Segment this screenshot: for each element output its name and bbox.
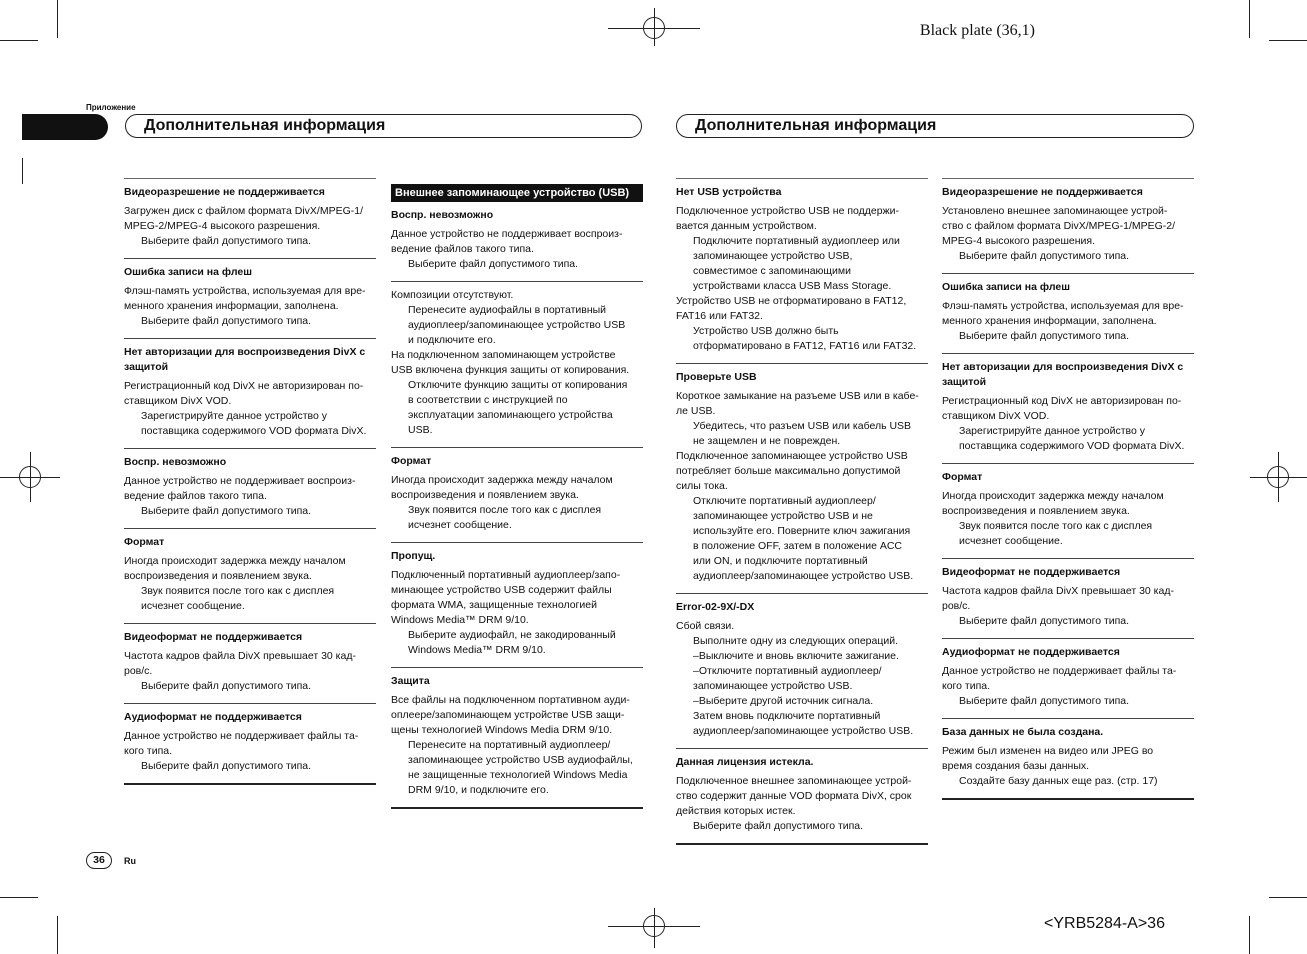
- entry-text: ство содержит данные VOD формата DivX, срок: [676, 790, 912, 802]
- entry: [942, 639, 1194, 719]
- usb-section-header: Внешнее запоминающее устройство (USB): [391, 184, 643, 202]
- registration-mark: [654, 8, 655, 46]
- page-title-right: Дополнительная информация: [676, 114, 1194, 138]
- entry: [676, 749, 928, 845]
- entry-text: Все файлы на подключенном портативном ауди-: [391, 694, 630, 706]
- column-1: [124, 178, 376, 785]
- entry-title: Воспр. невозможно: [391, 209, 494, 221]
- entry-action: не защемлен и не поврежден.: [693, 435, 841, 447]
- entry-text: воспроизведения и появлением звука.: [124, 570, 312, 582]
- crop-mark: [1269, 897, 1307, 898]
- entry-action: Выберите файл допустимого типа.: [693, 820, 864, 832]
- entry: [942, 354, 1194, 464]
- entry-text: MPEG-2/MPEG-4 высокого разрешения.: [124, 220, 321, 232]
- entry-text: Флэш-память устройства, используемая для вре-: [942, 300, 1184, 312]
- entry-text: Иногда происходит задержка между началом: [942, 490, 1164, 502]
- entry-text: менного хранения информации, заполнена.: [942, 315, 1157, 327]
- registration-mark: [608, 28, 700, 29]
- entry-title: Формат: [391, 455, 432, 467]
- entry-text: менного хранения информации, заполнена.: [124, 300, 339, 312]
- entry-action: запоминающее устройство USB.: [693, 680, 853, 692]
- entry-action: запоминающее устройство USB аудиофайлы,: [408, 754, 633, 766]
- entry-title: Формат: [942, 471, 983, 483]
- entry-action: Выберите файл допустимого типа.: [141, 235, 312, 247]
- entry-title: Данная лицензия истекла.: [676, 756, 814, 768]
- entry-action: устройствами класса USB Mass Storage.: [693, 280, 892, 292]
- entry-text: воспроизведения и появлением звука.: [391, 489, 579, 501]
- entry-action: Выберите файл допустимого типа.: [141, 760, 312, 772]
- entry-text: Иногда происходит задержка между началом: [124, 555, 346, 567]
- entry-action: Зарегистрируйте данное устройство у: [141, 410, 328, 422]
- entry-title: Воспр. невозможно: [124, 456, 227, 468]
- entry: [124, 259, 376, 339]
- entry-action: Звук появится после того как с дисплея: [141, 585, 335, 597]
- entry: [942, 559, 1194, 639]
- registration-mark: [1250, 477, 1307, 478]
- entry: [676, 594, 928, 749]
- entry-action: Перенесите аудиофайлы в портативный: [408, 304, 607, 316]
- entry-text: На подключенном запоминающем устройстве: [391, 349, 616, 361]
- entry-title: Нет USB устройства: [676, 186, 782, 198]
- entry-action: Выберите файл допустимого типа.: [141, 505, 312, 517]
- entry: [124, 704, 376, 785]
- entry-title: Защита: [391, 675, 430, 687]
- page-title-left: Дополнительная информация: [125, 114, 642, 138]
- entry-action: используйте его. Поверните ключ зажигания: [693, 525, 911, 537]
- entry-text: Загружен диск с файлом формата DivX/MPEG-1/: [124, 205, 364, 217]
- section-label: Приложение: [86, 103, 136, 112]
- entry-action: запоминающее устройство USB,: [693, 250, 853, 262]
- entry: [124, 449, 376, 529]
- entry-action: Выберите файл допустимого типа.: [141, 315, 312, 327]
- entry-title: Видеоформат не поддерживается: [942, 566, 1121, 578]
- entry-action: исчезнет сообщение.: [408, 519, 512, 531]
- entry-action: аудиоплеер/запоминающее устройство USB.: [693, 570, 914, 582]
- registration-mark: [608, 926, 700, 927]
- entry: [391, 668, 643, 809]
- entry-action: и подключите его.: [408, 334, 496, 346]
- entry-action: Выберите файл допустимого типа.: [408, 258, 579, 270]
- column-3: [676, 178, 928, 845]
- entry-action: исчезнет сообщение.: [141, 600, 245, 612]
- entry-action: аудиоплеер/запоминающее устройство USB.: [693, 725, 914, 737]
- entry-action: не защищенные технологией Windows Media: [408, 769, 628, 781]
- entry-action: Выберите аудиофайл, не закодированный: [408, 629, 616, 641]
- entry-action: Отключите портативный аудиоплеер/: [693, 495, 876, 507]
- crop-mark: [1249, 916, 1250, 954]
- entry-action: Выберите файл допустимого типа.: [959, 250, 1130, 262]
- entry-text: кого типа.: [942, 680, 991, 692]
- entry-title: База данных не была создана.: [942, 726, 1104, 738]
- entry-title: Аудиоформат не поддерживается: [942, 646, 1120, 658]
- entry-text: ров/с.: [942, 600, 971, 612]
- entry-action: в соответствии с инструкцией по: [408, 394, 568, 406]
- entry-action: –Выберите другой источник сигнала.: [693, 695, 874, 707]
- entry-action: Выберите файл допустимого типа.: [959, 615, 1130, 627]
- entry: [391, 543, 643, 668]
- entry-text: Иногда происходит задержка между началом: [391, 474, 613, 486]
- entry-title: Проверьте USB: [676, 371, 757, 383]
- plate-label: Black plate (36,1): [919, 22, 1035, 39]
- entry-action: Выберите файл допустимого типа.: [141, 680, 312, 692]
- crop-mark: [1249, 0, 1250, 38]
- entry-text: минающее устройство USB содержит файлы: [391, 584, 612, 596]
- entry-action: исчезнет сообщение.: [959, 535, 1063, 547]
- entry-text: действия которых истек.: [676, 805, 796, 817]
- entry-title: Формат: [124, 536, 165, 548]
- registration-mark: [654, 908, 655, 948]
- entry-text: силы тока.: [676, 480, 728, 492]
- entry-text: кого типа.: [124, 745, 173, 757]
- entry-text: Данное устройство не поддерживает файлы та-: [124, 730, 359, 742]
- column-2: [391, 184, 643, 809]
- entry-text: Композиции отсутствуют.: [391, 289, 514, 301]
- entry: [942, 719, 1194, 800]
- entry: [391, 202, 643, 282]
- entry-text: ство с файлом формата DivX/MPEG-1/MPEG-2/: [942, 220, 1176, 232]
- entry-title: Ошибка записи на флеш: [942, 281, 1070, 293]
- entry-text: оплеере/запоминающем устройстве USB защи-: [391, 709, 625, 721]
- entry: [942, 464, 1194, 559]
- entry-text: время создания базы данных.: [942, 760, 1090, 772]
- column-4: [942, 178, 1194, 800]
- entry-action: Затем вновь подключите портативный: [693, 710, 881, 722]
- entry: [676, 364, 928, 594]
- entry-title: Error-02-9X/-DX: [676, 601, 755, 613]
- entry-text: ставщиком DivX VOD.: [942, 410, 1050, 422]
- entry-text: Флэш-память устройства, используемая для вре-: [124, 285, 366, 297]
- entry-action: –Выключите и вновь включите зажигание.: [693, 650, 899, 662]
- entry-action: Отключите функцию защиты от копирования: [408, 379, 628, 391]
- entry-text: Устройство USB не отформатировано в FAT12,: [676, 295, 907, 307]
- registration-mark: [0, 477, 60, 478]
- entry-text: ведение файлов такого типа.: [391, 243, 534, 255]
- entry-text: щены технологией Windows Media DRM 9/10.: [391, 724, 613, 736]
- section-tab: [22, 114, 108, 140]
- entry: [942, 274, 1194, 354]
- entry-text: MPEG-4 высокого разрешения.: [942, 235, 1095, 247]
- entry-action: в положение OFF, затем в положение ACC: [693, 540, 903, 552]
- entry-action: Выберите файл допустимого типа.: [959, 695, 1130, 707]
- entry-title: Видеоразрешение не поддерживается: [124, 186, 325, 198]
- entry-action: DRM 9/10, и подключите его.: [408, 784, 549, 796]
- entry-text: Регистрационный код DivX не авторизирован по-: [124, 380, 364, 392]
- entry-action: запоминающее устройство USB и не: [693, 510, 873, 522]
- entry-text: Данное устройство не поддерживает воспроиз-: [124, 475, 356, 487]
- entry: [942, 178, 1194, 274]
- entry-text: Подключенное запоминающее устройство USB: [676, 450, 908, 462]
- entry-action: Звук появится после того как с дисплея: [408, 504, 602, 516]
- entry-action: Создайте базу данных еще раз. (стр. 17): [959, 775, 1158, 787]
- entry-action: Windows Media™ DRM 9/10.: [408, 644, 546, 656]
- entry-title: Аудиоформат не поддерживается: [124, 711, 302, 723]
- entry-action: USB.: [408, 424, 433, 436]
- entry-title: Нет авторизации для воспроизведения DivX с защитой: [124, 346, 366, 373]
- entry: [391, 448, 643, 543]
- crop-mark: [0, 897, 38, 898]
- entry-action: –Отключите портативный аудиоплеер/: [693, 665, 882, 677]
- crop-mark: [0, 40, 38, 41]
- entry-text: воспроизведения и появлением звука.: [942, 505, 1130, 517]
- entry-text: формата WMA, защищенные технологией: [391, 599, 597, 611]
- entry-text: Подключенное устройство USB не поддержи-: [676, 205, 899, 217]
- entry-text: Короткое замыкание на разъеме USB или в кабе-: [676, 390, 919, 402]
- entry-action: Выполните одну из следующих операций.: [693, 635, 898, 647]
- entry-text: ставщиком DivX VOD.: [124, 395, 232, 407]
- entry-text: Частота кадров файла DivX превышает 30 кад-: [124, 650, 356, 662]
- entry-text: ведение файлов такого типа.: [124, 490, 267, 502]
- entry: [124, 178, 376, 259]
- crop-mark: [57, 0, 58, 38]
- entry-text: Подключенное внешнее запоминающее устрой-: [676, 775, 912, 787]
- entry-title: Видеоразрешение не поддерживается: [942, 186, 1143, 198]
- entry: [124, 529, 376, 624]
- entry-text: Windows Media™ DRM 9/10.: [391, 614, 529, 626]
- document-code: <YRB5284-A>36: [1044, 915, 1165, 932]
- entry-action: Звук появится после того как с дисплея: [959, 520, 1153, 532]
- entry-action: поставщика содержимого VOD формата DivX.: [141, 425, 367, 437]
- entry-title: Пропущ.: [391, 550, 436, 562]
- entry-text: ров/с.: [124, 665, 153, 677]
- entry-text: ле USB.: [676, 405, 716, 417]
- entry-action: Зарегистрируйте данное устройство у: [959, 425, 1146, 437]
- entry-action: отформатировано в FAT12, FAT16 или FAT32.: [693, 340, 917, 352]
- crop-mark: [1269, 40, 1307, 41]
- entry: [124, 624, 376, 704]
- entry-text: FAT16 или FAT32.: [676, 310, 763, 322]
- entry-action: Убедитесь, что разъем USB или кабель USB: [693, 420, 912, 432]
- entry-action: поставщика содержимого VOD формата DivX.: [959, 440, 1185, 452]
- entry: [391, 282, 643, 448]
- entry-text: USB включена функция защиты от копирования.: [391, 364, 630, 376]
- entry-title: Нет авторизации для воспроизведения DivX с защитой: [942, 361, 1184, 388]
- entry-text: Режим был изменен на видео или JPEG во: [942, 745, 1154, 757]
- entry-action: Подключите портативный аудиоплеер или: [693, 235, 900, 247]
- entry-text: Данное устройство не поддерживает воспроиз-: [391, 228, 623, 240]
- entry-action: Устройство USB должно быть: [693, 325, 839, 337]
- entry-action: или ON, и подключите портативный: [693, 555, 868, 567]
- entry-text: Частота кадров файла DivX превышает 30 кад-: [942, 585, 1174, 597]
- entry-title: Ошибка записи на флеш: [124, 266, 252, 278]
- entry-text: Установлено внешнее запоминающее устрой-: [942, 205, 1168, 217]
- entry-text: Подключенный портативный аудиоплеер/запо-: [391, 569, 621, 581]
- entry: [676, 178, 928, 364]
- language-code: Ru: [124, 856, 136, 866]
- entry-action: совместимое с запоминающими: [693, 265, 851, 277]
- entry-action: эксплуатации запоминающего устройства: [408, 409, 613, 421]
- entry-title: Видеоформат не поддерживается: [124, 631, 303, 643]
- entry-text: Регистрационный код DivX не авторизирован по-: [942, 395, 1182, 407]
- entry: [124, 339, 376, 449]
- entry-text: Данное устройство не поддерживает файлы та-: [942, 665, 1177, 677]
- entry-text: Сбой связи.: [676, 620, 735, 632]
- entry-action: Перенесите на портативный аудиоплеер/: [408, 739, 611, 751]
- page-number: 36: [86, 852, 112, 869]
- entry-action: аудиоплеер/запоминающее устройство USB: [408, 319, 626, 331]
- entry-action: Выберите файл допустимого типа.: [959, 330, 1130, 342]
- crop-mark: [22, 158, 23, 184]
- entry-text: потребляет больше максимально допустимой: [676, 465, 901, 477]
- crop-mark: [57, 916, 58, 954]
- entry-text: вается данным устройством.: [676, 220, 817, 232]
